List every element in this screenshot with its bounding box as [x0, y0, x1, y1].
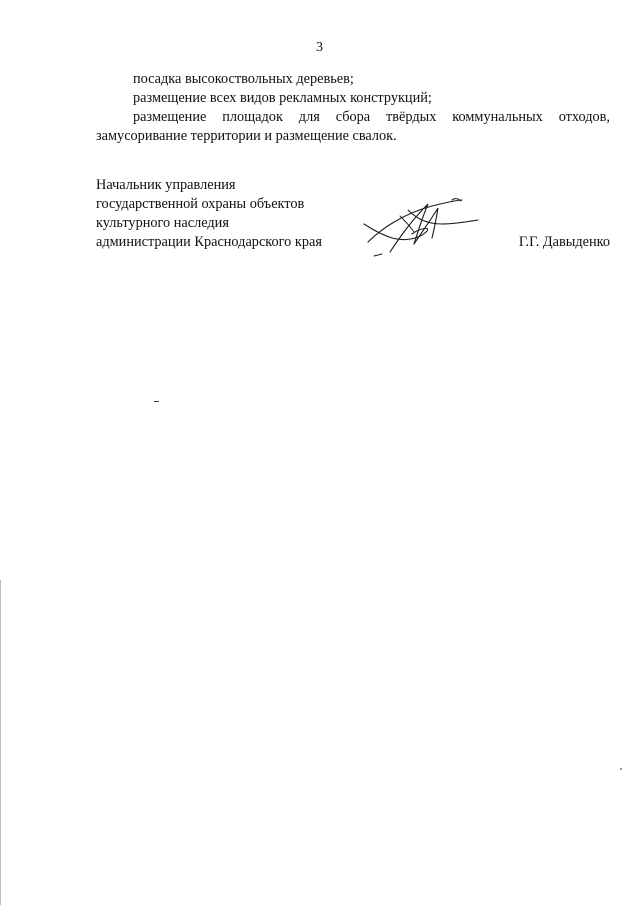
list-item: размещение всех видов рекламных конструкций;	[133, 90, 432, 106]
scan-edge-line	[0, 580, 1, 905]
list-item: размещение площадок для сбора твёрдых коммунальных отходов, замусоривание территории и размещение свалок.	[96, 109, 610, 144]
scan-artifact	[620, 768, 622, 770]
scan-artifact	[154, 401, 159, 402]
signer-position-line: Начальник управления	[96, 177, 236, 193]
handwritten-signature-icon	[362, 192, 480, 258]
signature-block	[96, 176, 610, 252]
list-item: посадка высокоствольных деревьев;	[133, 71, 354, 87]
document-body	[96, 70, 610, 146]
signer-position-line: администрации Краснодарского края	[96, 234, 322, 250]
signer-name: Г.Г. Давыденко	[518, 234, 610, 250]
signer-position-line: культурного наследия	[96, 215, 229, 231]
page-number: 3	[316, 40, 323, 55]
signer-position-line: государственной охраны объектов	[96, 196, 305, 212]
